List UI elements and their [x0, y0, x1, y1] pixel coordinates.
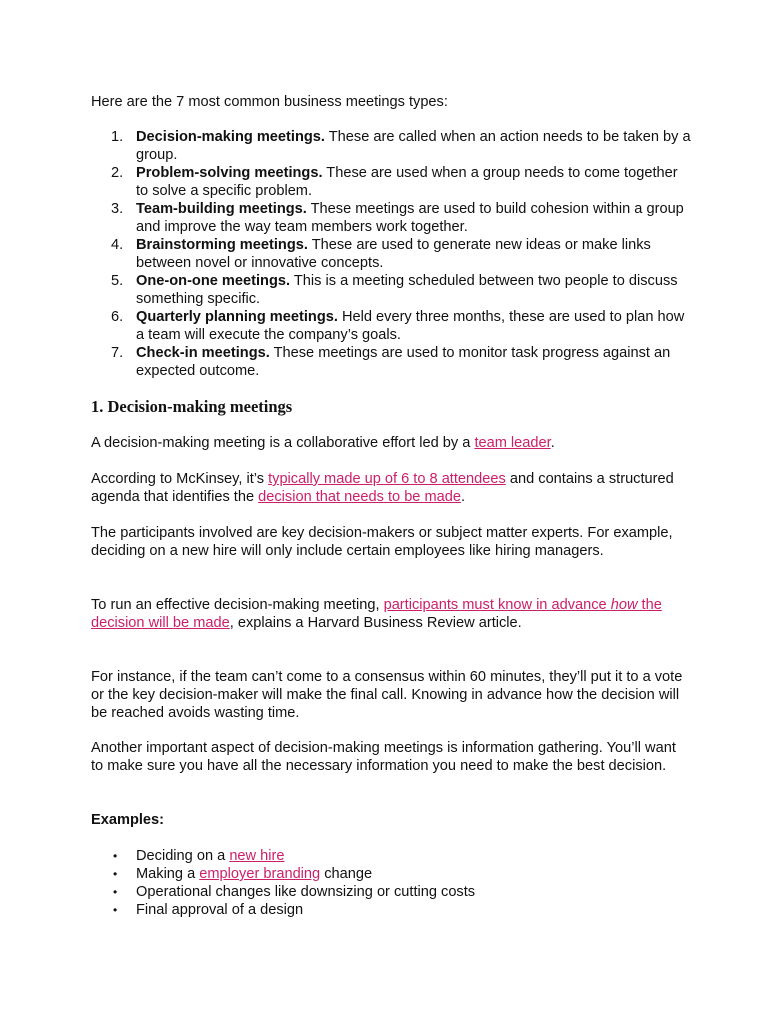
paragraph-consensus: For instance, if the team can’t come to a consensus within 60 minutes, they’ll put it to a vote or the key decision-maker will make the final call. Knowing in advance how the decision will be reached avoids wasting time.	[91, 669, 683, 722]
paragraph-mckinsey	[91, 470, 691, 506]
list-item	[91, 272, 691, 308]
list-item-title: Decision-making meetings.	[136, 129, 325, 145]
section-heading: 1. Decision-making meetings	[91, 397, 293, 416]
bullet-icon: •	[113, 849, 118, 863]
list-item-title: Brainstorming meetings.	[136, 237, 308, 253]
list-item-desc: This is a meeting scheduled between two people to discuss something specific.	[136, 273, 678, 307]
attendees-link[interactable]: typically made up of 6 to 8 attendees	[268, 471, 506, 487]
employer-branding-link[interactable]: employer branding	[199, 866, 321, 882]
text: .	[461, 489, 466, 506]
text: and contains a structured agenda that identifies the	[91, 471, 674, 506]
text: change	[320, 866, 373, 882]
list-item	[91, 901, 691, 919]
list-number: 5.	[111, 273, 124, 289]
paragraph-information: Another important aspect of decision-making meetings is information gathering. You’ll want to make sure you have all the necessary information you need to make the best decision.	[91, 740, 676, 775]
list-number: 4.	[111, 237, 124, 253]
decision-link[interactable]: decision that needs to be made	[258, 489, 461, 506]
list-item	[91, 344, 691, 380]
meeting-types-list	[91, 128, 691, 380]
paragraph-participants: The participants involved are key decision-makers or subject matter experts. For example, deciding on a new hire will only include certain employees like hiring managers.	[91, 525, 673, 560]
list-item	[91, 236, 691, 272]
text: Final approval of a design	[136, 902, 304, 918]
list-item-desc: These meetings are used to build cohesion within a group and improve the way team members work together.	[136, 201, 684, 235]
list-item-title: Check-in meetings.	[136, 345, 270, 361]
list-number: 6.	[111, 309, 124, 325]
list-item	[91, 308, 691, 344]
list-item-desc: These are used when a group needs to come together to solve a specific problem.	[136, 165, 678, 199]
bullet-icon: •	[113, 885, 118, 899]
examples-list	[91, 847, 691, 919]
list-item	[91, 883, 691, 901]
text: A decision-making meeting is a collaborative effort led by a	[91, 435, 475, 451]
list-item-desc: These are used to generate new ideas or make links between novel or innovative concepts.	[136, 237, 651, 271]
text: According to McKinsey, it’s	[91, 471, 269, 487]
list-item-title: Quarterly planning meetings.	[136, 309, 338, 325]
list-item	[91, 200, 691, 236]
bullet-icon: •	[113, 867, 118, 881]
paragraph-run-meeting	[91, 596, 691, 632]
list-item	[91, 128, 691, 164]
list-item-title: Problem-solving meetings.	[136, 165, 323, 181]
list-item	[91, 164, 691, 200]
list-item	[91, 847, 691, 865]
list-number: 7.	[111, 345, 124, 361]
text: To run an effective decision-making meeting,	[91, 597, 384, 613]
link-emphasis: how	[610, 597, 638, 613]
list-number: 1.	[111, 129, 124, 145]
list-number: 2.	[111, 165, 124, 181]
list-item	[91, 865, 691, 883]
list-number: 3.	[111, 201, 124, 217]
bullet-icon: •	[113, 903, 118, 917]
team-leader-link[interactable]: team leader	[474, 435, 551, 451]
list-item-title: Team-building meetings.	[136, 201, 307, 217]
link-text: the decision will be made	[91, 597, 662, 632]
paragraph-team-leader	[91, 434, 691, 452]
list-item-desc: Held every three months, these are used to plan how a team will execute the company’s goals.	[136, 309, 685, 343]
examples-label: Examples:	[91, 812, 165, 828]
link-text: participants must know in advance	[383, 597, 611, 613]
list-item-desc: These meetings are used to monitor task progress against an expected outcome.	[136, 345, 671, 379]
new-hire-link[interactable]: new hire	[229, 848, 285, 864]
list-item-desc: These are called when an action needs to be taken by a group.	[136, 129, 691, 163]
text: Deciding on a	[136, 848, 230, 864]
list-item-title: One-on-one meetings.	[136, 273, 291, 289]
text: Operational changes like downsizing or cutting costs	[136, 884, 476, 900]
intro-text: Here are the 7 most common business meetings types:	[91, 94, 448, 110]
text: , explains a Harvard Business Review article.	[229, 615, 522, 632]
text: Making a	[136, 866, 200, 882]
text: .	[550, 435, 555, 451]
